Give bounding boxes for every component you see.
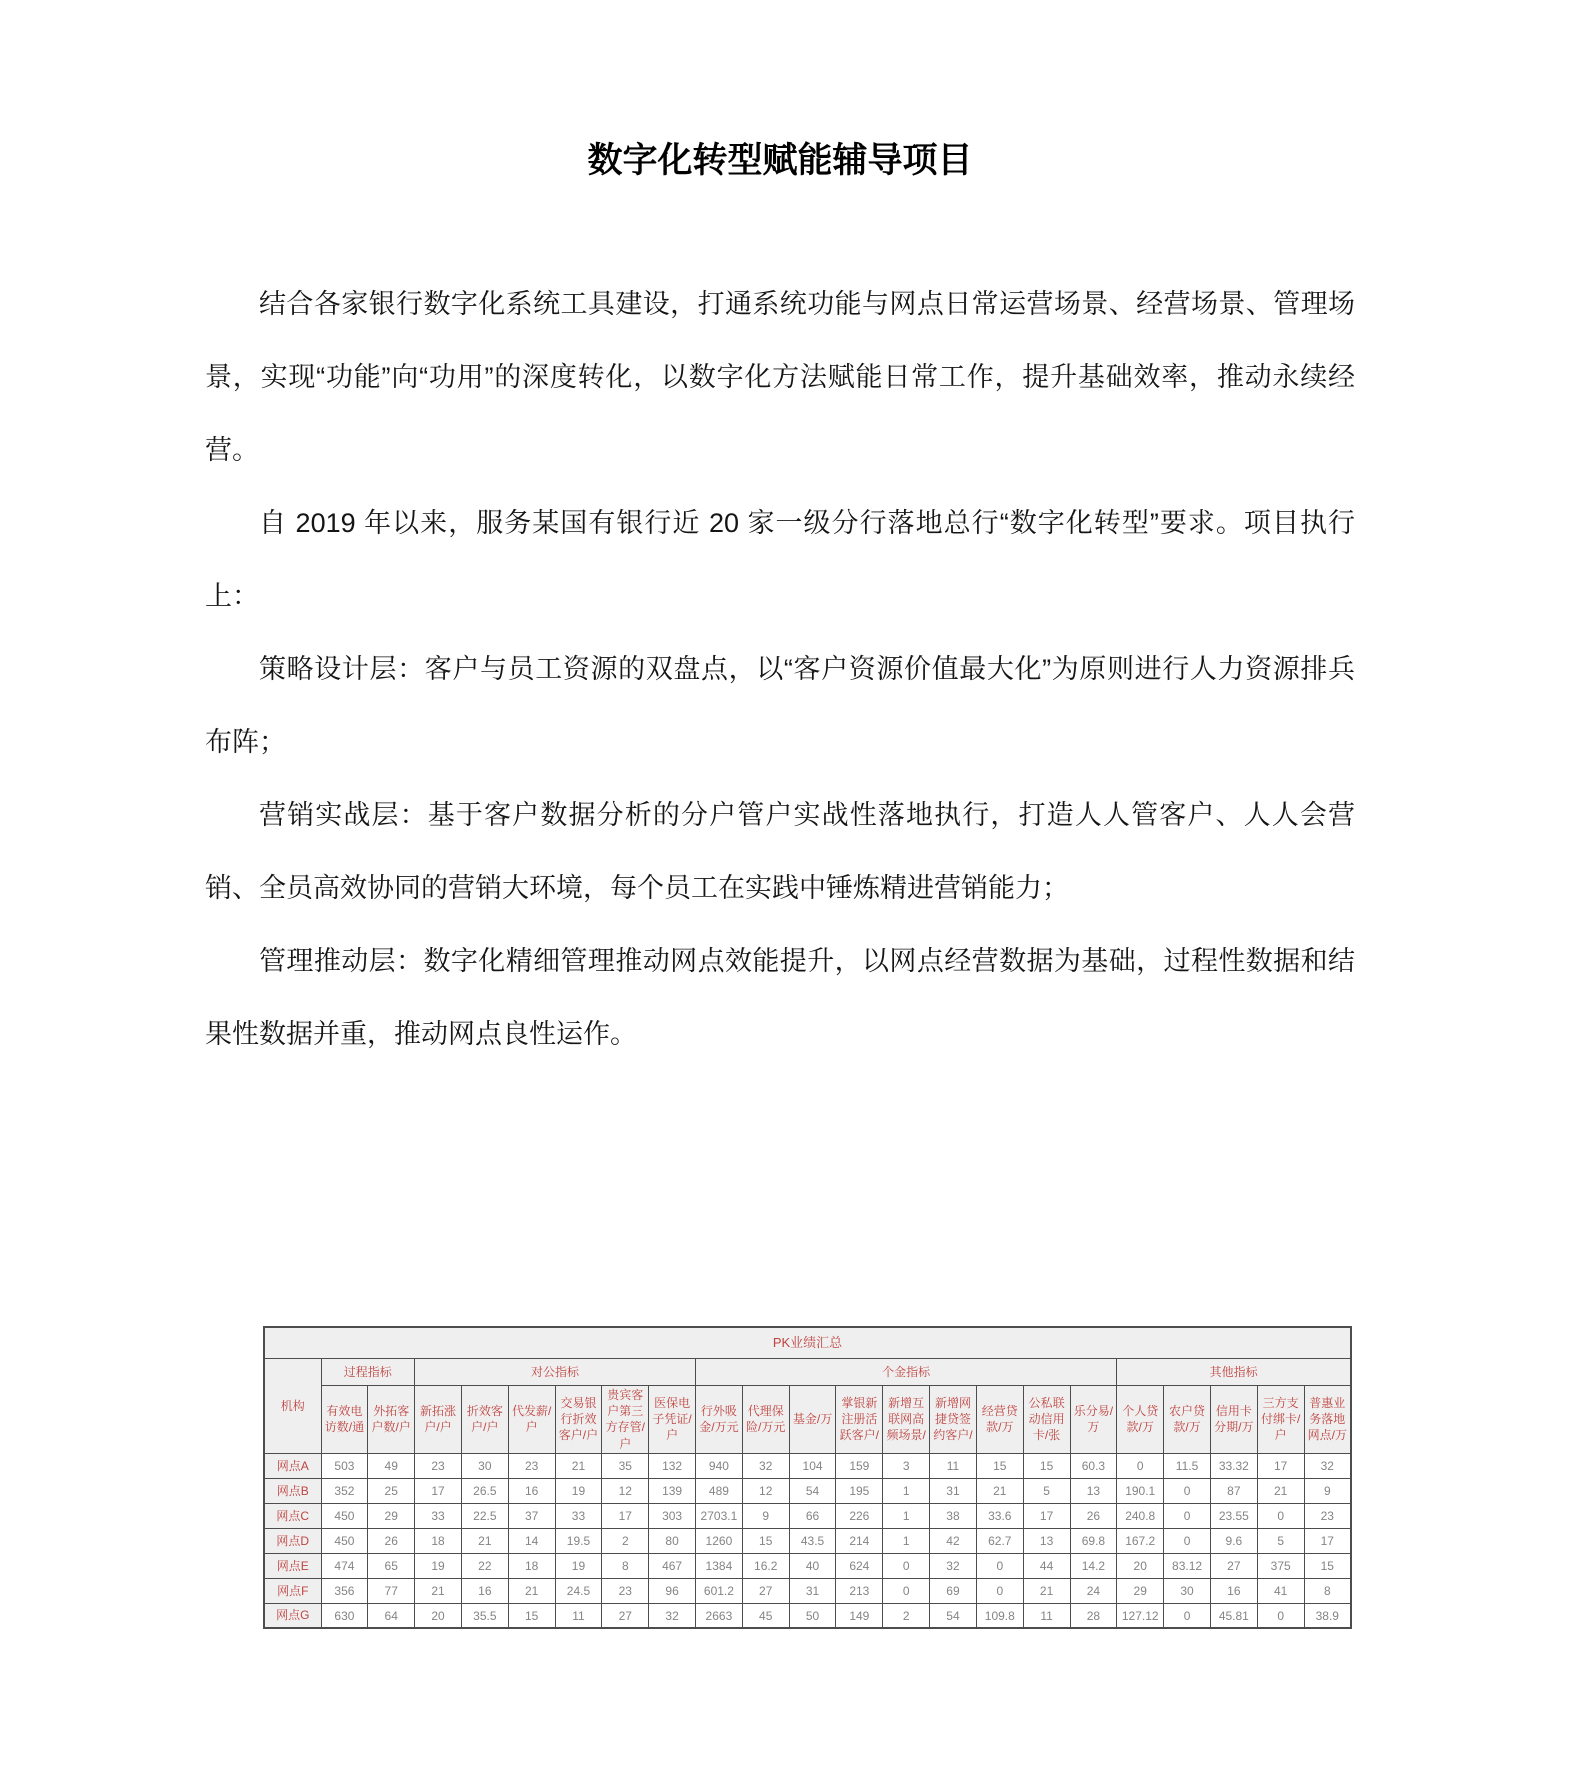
- table-cell: 0: [883, 1578, 930, 1603]
- table-cell: 16: [508, 1478, 555, 1503]
- table-cell: 11.5: [1164, 1453, 1211, 1478]
- table-cell: 32: [742, 1453, 789, 1478]
- table-cell: 2663: [696, 1603, 743, 1628]
- table-cell: 450: [321, 1528, 368, 1553]
- table-cell: 60.3: [1070, 1453, 1117, 1478]
- table-cell: 624: [836, 1553, 883, 1578]
- table-cell: 11: [930, 1453, 977, 1478]
- table-cell: 5: [1257, 1528, 1304, 1553]
- table-cell: 132: [649, 1453, 696, 1478]
- paragraph: 管理推动层：数字化精细管理推动网点效能提升，以网点经营数据为基础，过程性数据和结果性数据并重，推动网点良性运作。: [205, 946, 1355, 1049]
- document-title: 数字化转型赋能辅导项目: [587, 141, 973, 180]
- table-group-header: 个金指标: [696, 1359, 1117, 1386]
- table-column-header: 基金/万: [789, 1386, 836, 1454]
- table-cell: 66: [789, 1503, 836, 1528]
- pk-performance-table: [263, 1326, 1352, 1629]
- table-corner-label: 机构: [264, 1359, 321, 1454]
- table-cell: 20: [415, 1603, 462, 1628]
- table-cell: 13: [1023, 1528, 1070, 1553]
- table-cell: 24.5: [555, 1578, 602, 1603]
- table-cell: 33.32: [1210, 1453, 1257, 1478]
- table-group-header: 过程指标: [321, 1359, 415, 1386]
- table-cell: 467: [649, 1553, 696, 1578]
- table-cell: 23: [415, 1453, 462, 1478]
- table-column-header: 乐分易/万: [1070, 1386, 1117, 1454]
- table-cell: 26: [1070, 1503, 1117, 1528]
- table-column-header: 代理保险/万元: [742, 1386, 789, 1454]
- table-cell: 31: [789, 1578, 836, 1603]
- table-column-header: 医保电子凭证/户: [649, 1386, 696, 1454]
- table-cell: 11: [555, 1603, 602, 1628]
- table-cell: 0: [883, 1553, 930, 1578]
- table-column-header: 农户贷款/万: [1164, 1386, 1211, 1454]
- table-cell: 43.5: [789, 1528, 836, 1553]
- table-cell: 54: [930, 1603, 977, 1628]
- table-column-header: 新增互联网高频场景/: [883, 1386, 930, 1454]
- table-cell: 37: [508, 1503, 555, 1528]
- table-cell: 19: [555, 1478, 602, 1503]
- table-cell: 62.7: [976, 1528, 1023, 1553]
- table-cell: 17: [1257, 1453, 1304, 1478]
- table-cell: 9: [1304, 1478, 1351, 1503]
- table-cell: 28: [1070, 1603, 1117, 1628]
- table-cell: 15: [1304, 1553, 1351, 1578]
- table-row: [264, 1578, 1351, 1603]
- table-column-header: 贵宾客户第三方存管/户: [602, 1386, 649, 1454]
- table-cell: 21: [555, 1453, 602, 1478]
- table-cell: 9.6: [1210, 1528, 1257, 1553]
- table-cell: 16.2: [742, 1553, 789, 1578]
- table-cell: 15: [1023, 1453, 1070, 1478]
- table-cell: 0: [1257, 1603, 1304, 1628]
- table-cell: 8: [1304, 1578, 1351, 1603]
- table-cell: 109.8: [976, 1603, 1023, 1628]
- table-column-header: 个人贷款/万: [1117, 1386, 1164, 1454]
- table-cell: 17: [602, 1503, 649, 1528]
- table-cell: 22: [461, 1553, 508, 1578]
- table-column-header: 新拓涨户/户: [415, 1386, 462, 1454]
- table-cell: 69.8: [1070, 1528, 1117, 1553]
- paragraph: 结合各家银行数字化系统工具建设，打通系统功能与网点日常运营场景、经营场景、管理场景，实现“功能”向“功用”的深度转化，以数字化方法赋能日常工作，提升基础效率，推动永续经营。: [205, 289, 1355, 465]
- table-cell: 20: [1117, 1553, 1164, 1578]
- table-row: [264, 1478, 1351, 1503]
- table-cell: 65: [368, 1553, 415, 1578]
- table-title: PK业绩汇总: [264, 1327, 1351, 1359]
- table-cell: 3: [883, 1453, 930, 1478]
- table-cell: 1: [883, 1528, 930, 1553]
- table-cell: 19: [415, 1553, 462, 1578]
- table-cell: 54: [789, 1478, 836, 1503]
- table-cell: 1384: [696, 1553, 743, 1578]
- table-cell: 0: [1164, 1528, 1211, 1553]
- table-cell: 21: [508, 1578, 555, 1603]
- table-cell: 352: [321, 1478, 368, 1503]
- table-column-header: 掌银新注册活跃客户/: [836, 1386, 883, 1454]
- paragraph: 自 2019 年以来，服务某国有银行近 20 家一级分行落地总行“数字化转型”要求。项目执行上：: [205, 508, 1355, 611]
- table-row: [264, 1503, 1351, 1528]
- table-cell: 450: [321, 1503, 368, 1528]
- table-cell: 27: [742, 1578, 789, 1603]
- table-cell: 12: [602, 1478, 649, 1503]
- table-cell: 13: [1070, 1478, 1117, 1503]
- table-column-header: 有效电访数/通: [321, 1386, 368, 1454]
- table-cell: 41: [1257, 1578, 1304, 1603]
- row-label: 网点A: [264, 1453, 321, 1478]
- table-cell: 26: [368, 1528, 415, 1553]
- table-cell: 2: [602, 1528, 649, 1553]
- table-cell: 0: [1164, 1503, 1211, 1528]
- table-cell: 214: [836, 1528, 883, 1553]
- table-cell: 18: [508, 1553, 555, 1578]
- table-column-header: 普惠业务落地网点/万: [1304, 1386, 1351, 1454]
- table-cell: 0: [1117, 1453, 1164, 1478]
- table-cell: 33: [555, 1503, 602, 1528]
- table-cell: 27: [602, 1603, 649, 1628]
- table-cell: 80: [649, 1528, 696, 1553]
- table-column-header: 代发薪/户: [508, 1386, 555, 1454]
- table-cell: 14: [508, 1528, 555, 1553]
- table-cell: 19: [555, 1553, 602, 1578]
- table-cell: 26.5: [461, 1478, 508, 1503]
- table-cell: 21: [415, 1578, 462, 1603]
- table-cell: 0: [1164, 1603, 1211, 1628]
- paragraph: 策略设计层：客户与员工资源的双盘点，以“客户资源价值最大化”为原则进行人力资源排兵布阵；: [205, 654, 1355, 757]
- table-cell: 0: [1257, 1503, 1304, 1528]
- table-cell: 21: [1023, 1578, 1070, 1603]
- table-cell: 25: [368, 1478, 415, 1503]
- table-cell: 104: [789, 1453, 836, 1478]
- table-cell: 474: [321, 1553, 368, 1578]
- table-cell: 139: [649, 1478, 696, 1503]
- table-cell: 77: [368, 1578, 415, 1603]
- table-cell: 24: [1070, 1578, 1117, 1603]
- table-cell: 167.2: [1117, 1528, 1164, 1553]
- table-column-header: 行外吸金/万元: [696, 1386, 743, 1454]
- table-cell: 31: [930, 1478, 977, 1503]
- table-row: [264, 1528, 1351, 1553]
- row-label: 网点C: [264, 1503, 321, 1528]
- table-cell: 16: [461, 1578, 508, 1603]
- table-cell: 226: [836, 1503, 883, 1528]
- table-cell: 30: [1164, 1578, 1211, 1603]
- table-cell: 16: [1210, 1578, 1257, 1603]
- table-cell: 49: [368, 1453, 415, 1478]
- table-cell: 15: [976, 1453, 1023, 1478]
- table-cell: 0: [976, 1553, 1023, 1578]
- table-cell: 50: [789, 1603, 836, 1628]
- row-label: 网点F: [264, 1578, 321, 1603]
- table-cell: 23: [1304, 1503, 1351, 1528]
- table-column-header: 公私联动信用卡/张: [1023, 1386, 1070, 1454]
- table-cell: 35: [602, 1453, 649, 1478]
- table-cell: 83.12: [1164, 1553, 1211, 1578]
- table-cell: 940: [696, 1453, 743, 1478]
- table-cell: 30: [461, 1453, 508, 1478]
- table-column-header: 外拓客户数/户: [368, 1386, 415, 1454]
- table-cell: 17: [1304, 1528, 1351, 1553]
- table-row: [264, 1603, 1351, 1628]
- table-cell: 45: [742, 1603, 789, 1628]
- pk-table-container: [263, 1326, 1587, 1629]
- table-cell: 303: [649, 1503, 696, 1528]
- table-cell: 35.5: [461, 1603, 508, 1628]
- table-cell: 8: [602, 1553, 649, 1578]
- table-cell: 27: [1210, 1553, 1257, 1578]
- table-column-header: 交易银行折效客户/户: [555, 1386, 602, 1454]
- table-cell: 38.9: [1304, 1603, 1351, 1628]
- table-cell: 69: [930, 1578, 977, 1603]
- table-cell: 356: [321, 1578, 368, 1603]
- table-cell: 11: [1023, 1603, 1070, 1628]
- table-cell: 15: [742, 1528, 789, 1553]
- table-cell: 14.2: [1070, 1553, 1117, 1578]
- table-cell: 2703.1: [696, 1503, 743, 1528]
- table-cell: 0: [976, 1578, 1023, 1603]
- table-cell: 32: [649, 1603, 696, 1628]
- table-cell: 1260: [696, 1528, 743, 1553]
- table-cell: 38: [930, 1503, 977, 1528]
- table-cell: 23.55: [1210, 1503, 1257, 1528]
- table-cell: 240.8: [1117, 1503, 1164, 1528]
- table-cell: 42: [930, 1528, 977, 1553]
- table-row: [264, 1553, 1351, 1578]
- table-cell: 12: [742, 1478, 789, 1503]
- table-cell: 5: [1023, 1478, 1070, 1503]
- table-column-header: 折效客户/户: [461, 1386, 508, 1454]
- table-cell: 64: [368, 1603, 415, 1628]
- table-cell: 2: [883, 1603, 930, 1628]
- table-cell: 33: [415, 1503, 462, 1528]
- table-column-header: 信用卡分期/万: [1210, 1386, 1257, 1454]
- table-column-header: 三方支付绑卡/户: [1257, 1386, 1304, 1454]
- table-cell: 21: [461, 1528, 508, 1553]
- document-body: [205, 268, 1355, 1071]
- table-cell: 87: [1210, 1478, 1257, 1503]
- table-cell: 21: [1257, 1478, 1304, 1503]
- paragraph: 营销实战层：基于客户数据分析的分户管户实战性落地执行，打造人人管客户、人人会营销、全员高效协同的营销大环境，每个员工在实践中锤炼精进营销能力；: [205, 800, 1355, 903]
- table-row: [264, 1453, 1351, 1478]
- table-cell: 21: [976, 1478, 1023, 1503]
- table-cell: 23: [508, 1453, 555, 1478]
- table-cell: 33.6: [976, 1503, 1023, 1528]
- table-cell: 32: [930, 1553, 977, 1578]
- table-cell: 18: [415, 1528, 462, 1553]
- row-label: 网点B: [264, 1478, 321, 1503]
- table-cell: 190.1: [1117, 1478, 1164, 1503]
- table-cell: 601.2: [696, 1578, 743, 1603]
- row-label: 网点G: [264, 1603, 321, 1628]
- table-column-header: 新增网捷贷签约客户/: [930, 1386, 977, 1454]
- table-cell: 96: [649, 1578, 696, 1603]
- table-cell: 375: [1257, 1553, 1304, 1578]
- table-cell: 1: [883, 1478, 930, 1503]
- table-cell: 213: [836, 1578, 883, 1603]
- table-cell: 127.12: [1117, 1603, 1164, 1628]
- table-cell: 630: [321, 1603, 368, 1628]
- table-cell: 17: [1023, 1503, 1070, 1528]
- table-cell: 0: [1164, 1478, 1211, 1503]
- table-cell: 29: [1117, 1578, 1164, 1603]
- table-cell: 503: [321, 1453, 368, 1478]
- table-cell: 1: [883, 1503, 930, 1528]
- table-cell: 195: [836, 1478, 883, 1503]
- table-cell: 32: [1304, 1453, 1351, 1478]
- row-label: 网点E: [264, 1553, 321, 1578]
- table-group-header: 其他指标: [1117, 1359, 1351, 1386]
- table-column-header: 经营贷款/万: [976, 1386, 1023, 1454]
- table-cell: 22.5: [461, 1503, 508, 1528]
- table-cell: 40: [789, 1553, 836, 1578]
- row-label: 网点D: [264, 1528, 321, 1553]
- table-cell: 45.81: [1210, 1603, 1257, 1628]
- table-cell: 159: [836, 1453, 883, 1478]
- table-cell: 19.5: [555, 1528, 602, 1553]
- table-cell: 489: [696, 1478, 743, 1503]
- table-cell: 149: [836, 1603, 883, 1628]
- table-cell: 15: [508, 1603, 555, 1628]
- table-group-header: 对公指标: [415, 1359, 696, 1386]
- table-cell: 9: [742, 1503, 789, 1528]
- table-cell: 44: [1023, 1553, 1070, 1578]
- table-cell: 17: [415, 1478, 462, 1503]
- table-cell: 23: [602, 1578, 649, 1603]
- table-cell: 29: [368, 1503, 415, 1528]
